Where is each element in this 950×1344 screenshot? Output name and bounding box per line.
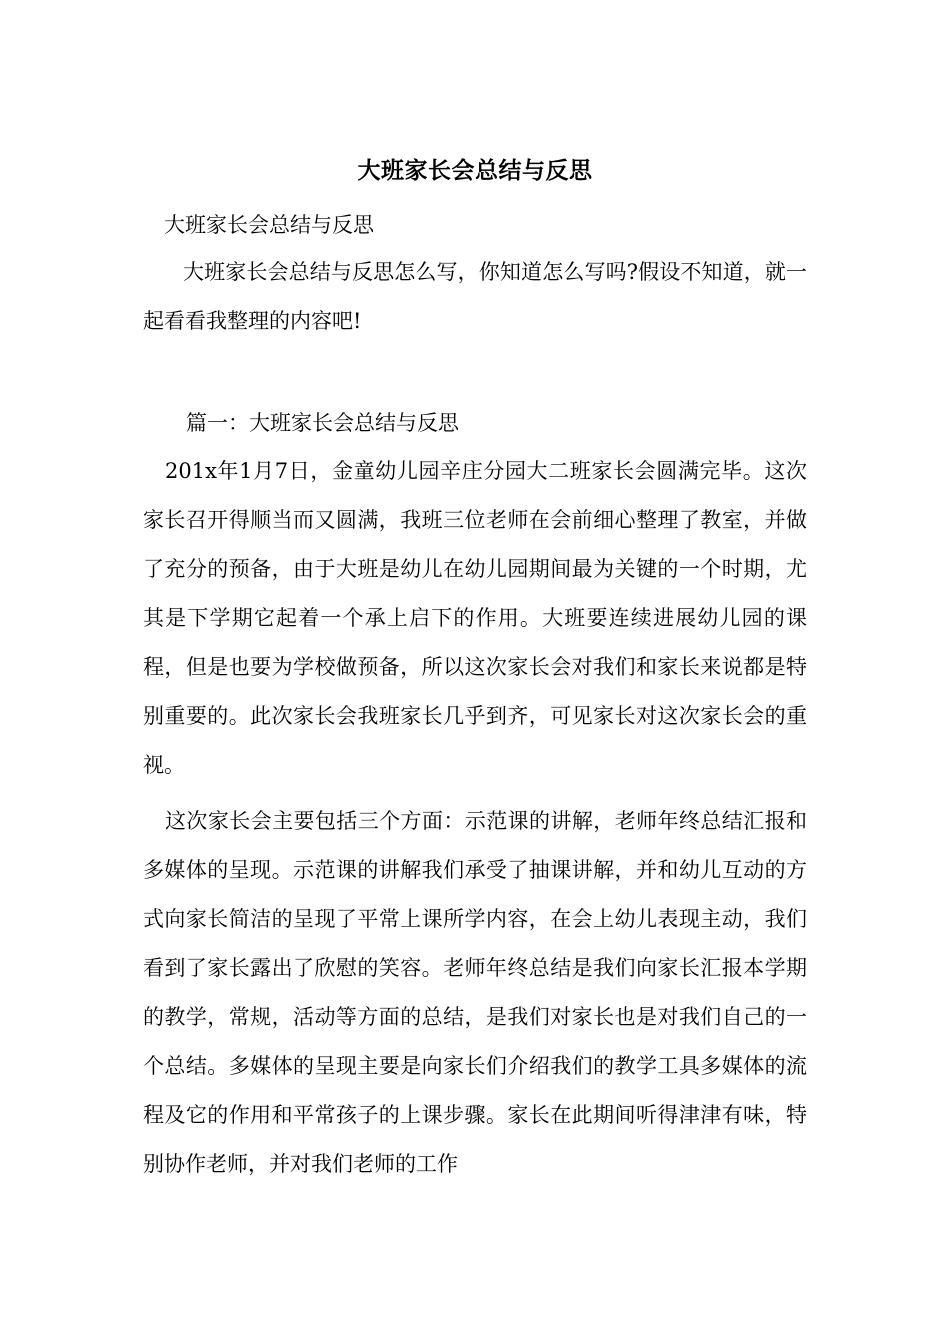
document-subtitle: 大班家长会总结与反思 [164, 213, 374, 237]
document-title: 大班家长会总结与反思 [357, 157, 593, 184]
body-paragraph-1: 201x年1月7日，金童幼儿园辛庄分园大二班家长会圆满完毕。这次家长召开得顺当而又圆满，我班三位老师在会前细心整理了教室，并做了充分的预备，由于大班是幼儿在幼儿园期间最为关键的一个时期，尤其是下学期它起着一个承上启下的作用。大班要连续进展幼儿园的课程，但是也要为学校做预备，所以这次家长会对我们和家长来说都是特别重要的。此次家长会我班家长几乎到齐，可见家长对这次家长会的重视。 [143, 459, 807, 777]
intro-paragraph: 大班家长会总结与反思怎么写，你知道怎么写吗?假设不知道，就一起看看我整理的内容吧! [143, 260, 807, 333]
body-paragraph-2: 这次家长会主要包括三个方面：示范课的讲解，老师年终总结汇报和多媒体的呈现。示范课的讲解我们承受了抽课讲解，并和幼儿互动的方式向家长简洁的呈现了平常上课所学内容，在会上幼儿表现主动，我们看到了家长露出了欣慰的笑容。老师年终总结是我们向家长汇报本学期的教学，常规，活动等方面的总结，是我们对家长也是对我们自己的一个总结。多媒体的呈现主要是向家长们介绍我们的教学工具多媒体的流程及它的作用和平常孩子的上课步骤。家长在此期间听得津津有味，特别协作老师，并对我们老师的工作 [143, 809, 807, 1176]
section-heading: 篇一：大班家长会总结与反思 [186, 411, 459, 435]
